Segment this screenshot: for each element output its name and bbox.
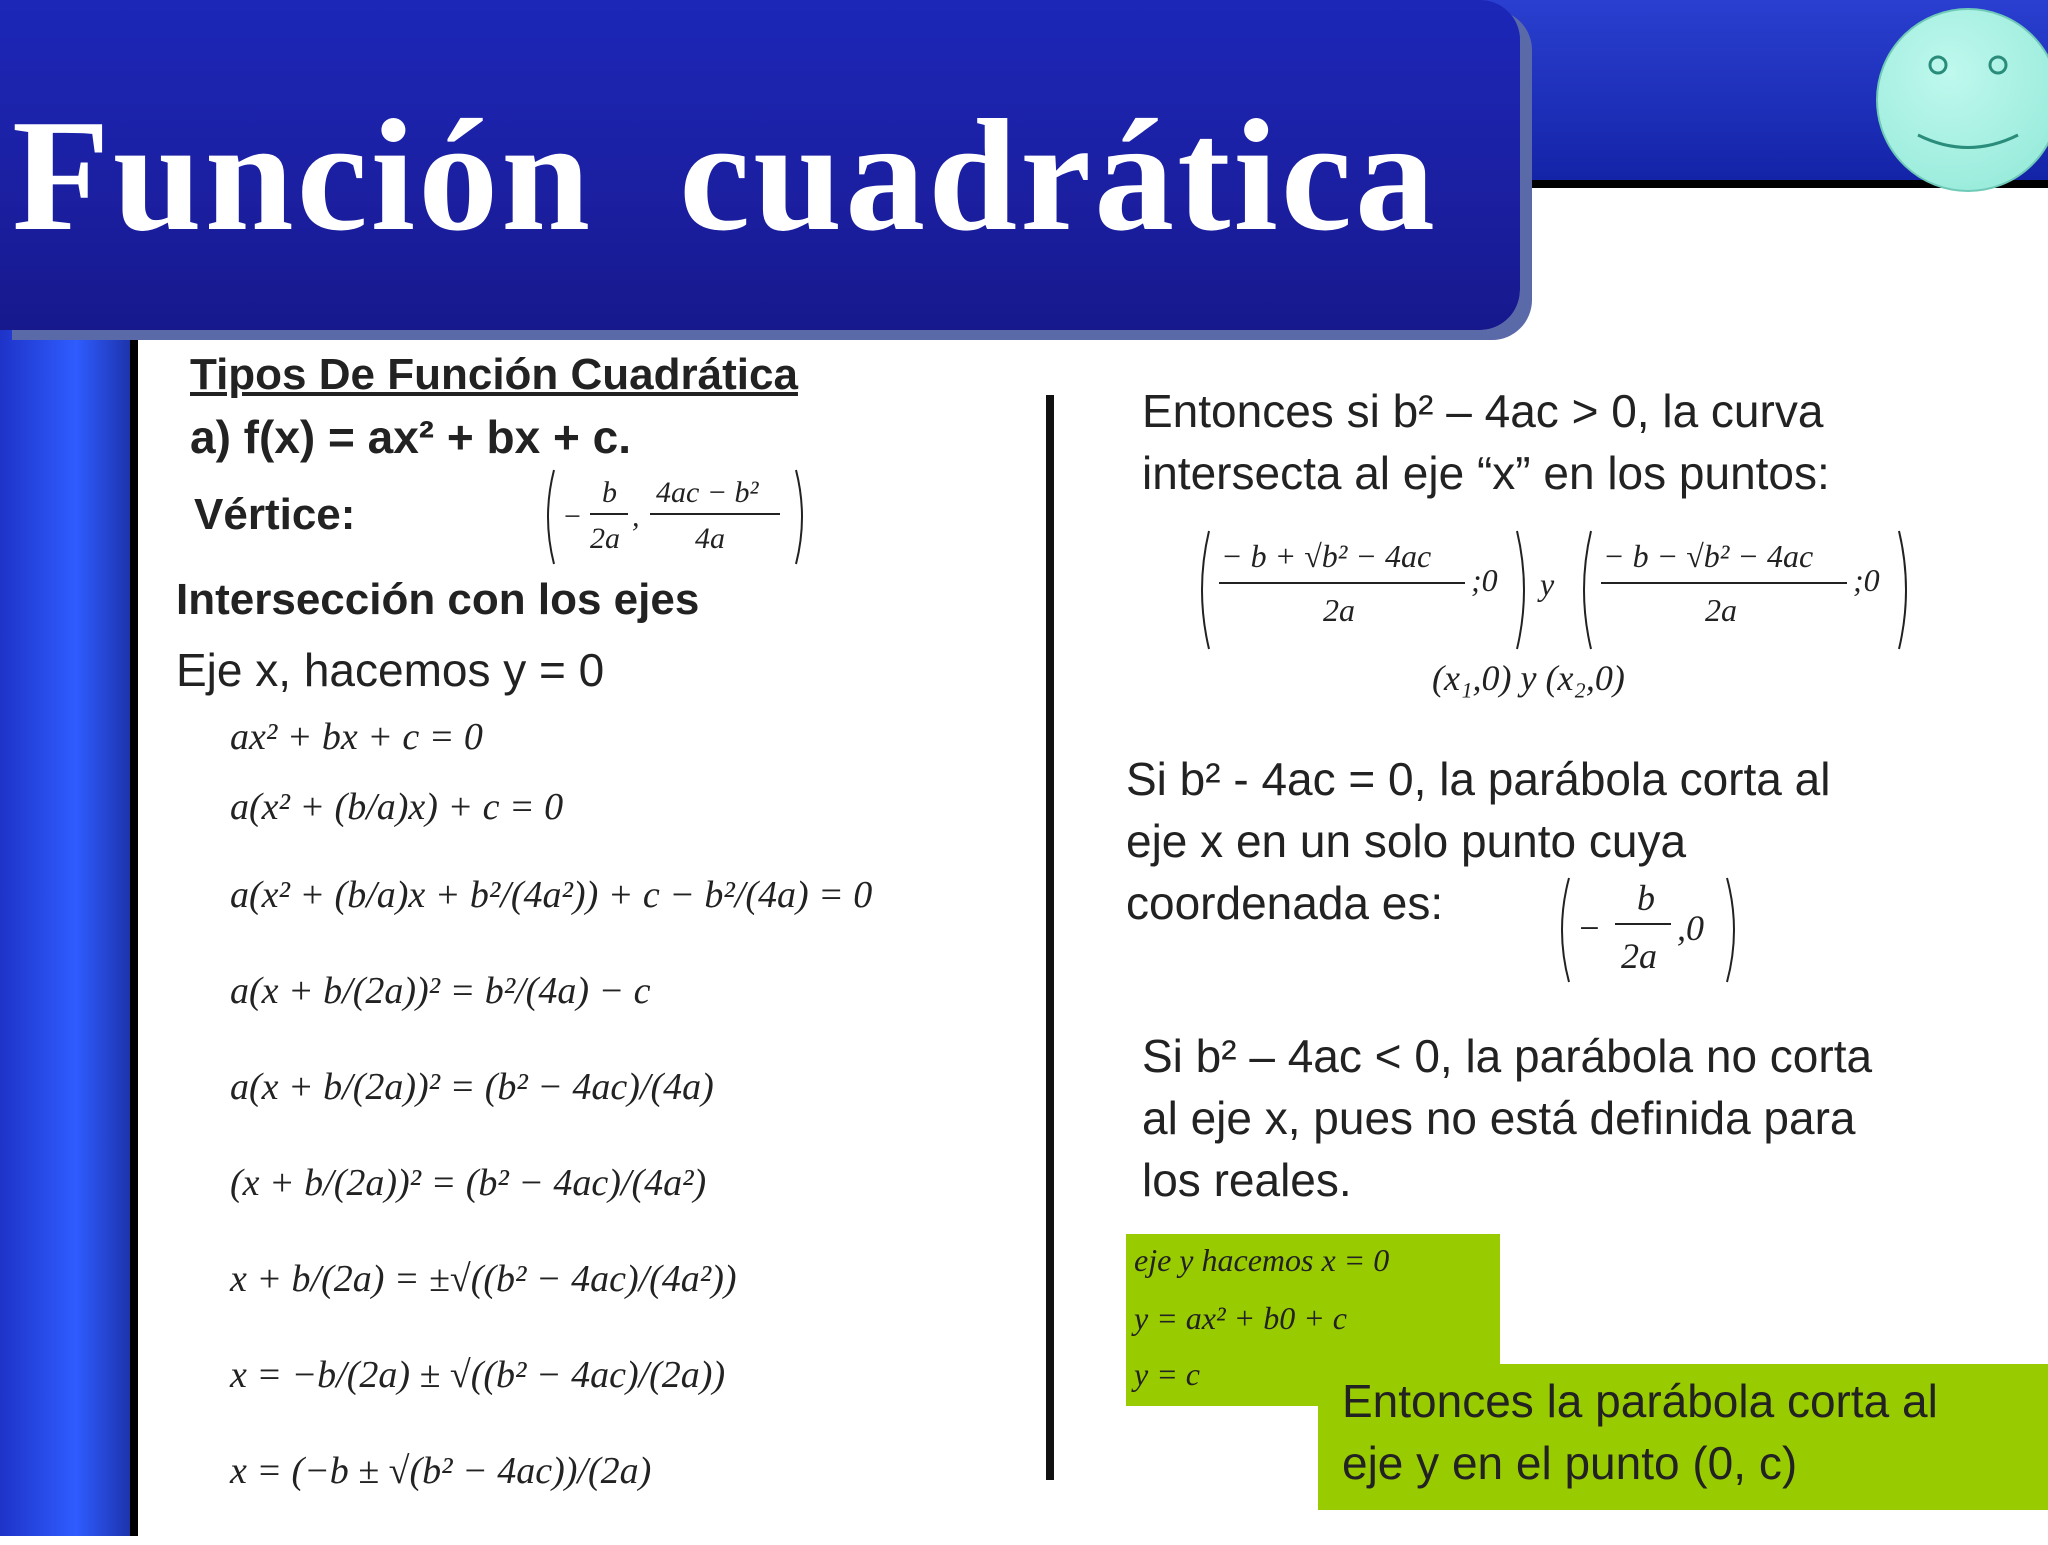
para2-line3: coordenada es: xyxy=(1126,877,1444,929)
single-root-formula xyxy=(1555,872,1745,992)
x-axis-line: Eje x, hacemos y = 0 xyxy=(176,644,605,696)
column-divider xyxy=(1046,395,1054,1480)
green-math-1: eje y hacemos x = 0 xyxy=(1134,1242,1390,1278)
svg-text:− b + √b² − 4ac: − b + √b² − 4ac xyxy=(1221,538,1432,574)
step-1: ax² + bx + c = 0 xyxy=(230,716,483,758)
svg-text:;0: ;0 xyxy=(1471,562,1498,598)
page-title: Función cuadrática xyxy=(12,86,1438,264)
para1-line1: Entonces si b² – 4ac > 0, la curva xyxy=(1142,385,1824,437)
green-math-3: y = c xyxy=(1134,1356,1200,1392)
roots-formula xyxy=(1195,525,1915,660)
svg-text:b: b xyxy=(1637,878,1655,918)
y-axis-conclusion-box xyxy=(1318,1364,2048,1510)
step-6: (x + b/(2a))² = (b² − 4ac)/(4a²) xyxy=(230,1162,707,1204)
case-a-formula: a) f(x) = ax² + bx + c. xyxy=(190,411,632,463)
step-3: a(x² + (b/a)x + b²/(4a²)) + c − b²/(4a) = 0 xyxy=(230,874,873,916)
para3-line2: al eje x, pues no está definida para xyxy=(1142,1092,1856,1144)
step-7: x + b/(2a) = ±√((b² − 4ac)/(4a²)) xyxy=(230,1258,737,1300)
section-heading: Tipos De Función Cuadrática xyxy=(190,350,798,399)
left-decor-edge xyxy=(130,330,138,1536)
vertex-formula xyxy=(540,462,810,577)
svg-text:;0: ;0 xyxy=(1853,562,1880,598)
svg-text:b: b xyxy=(602,476,617,509)
step-8: x = −b/(2a) ± √((b² − 4ac)/(2a)) xyxy=(230,1354,726,1396)
svg-text:− b − √b² − 4ac: − b − √b² − 4ac xyxy=(1603,538,1814,574)
svg-text:,0: ,0 xyxy=(1677,908,1704,948)
intersections-heading: Intersección con los ejes xyxy=(176,575,700,624)
svg-text:4a: 4a xyxy=(695,522,725,555)
para3-line3: los reales. xyxy=(1142,1154,1352,1206)
svg-text:2a: 2a xyxy=(1323,592,1355,628)
svg-text:−: − xyxy=(562,500,583,533)
green-math-2: y = ax² + b0 + c xyxy=(1134,1300,1347,1336)
green-text-2: eje y en el punto (0, c) xyxy=(1342,1437,1798,1489)
derivation-steps xyxy=(230,715,872,1545)
svg-text:y: y xyxy=(1540,566,1555,602)
green-text-1: Entonces la parábola corta al xyxy=(1342,1375,1938,1427)
paragraph-negative-discriminant xyxy=(1142,1025,1872,1211)
step-2: a(x² + (b/a)x) + c = 0 xyxy=(230,786,564,828)
svg-text:2a: 2a xyxy=(1705,592,1737,628)
svg-text:2a: 2a xyxy=(590,522,620,555)
svg-text:−: − xyxy=(1577,908,1602,948)
step-4: a(x + b/(2a))² = b²/(4a) − c xyxy=(230,970,651,1012)
para2-line1: Si b² - 4ac = 0, la parábola corta al xyxy=(1126,753,1831,805)
svg-text:4ac − b²: 4ac − b² xyxy=(656,476,759,509)
smiley-icon xyxy=(1876,8,2048,192)
paragraph-positive-discriminant xyxy=(1142,380,1830,504)
svg-text:,: , xyxy=(632,500,640,533)
left-decor-bar xyxy=(0,330,138,1536)
svg-text:2a: 2a xyxy=(1621,936,1657,976)
step-9: x = (−b ± √(b² − 4ac))/(2a) xyxy=(230,1450,652,1492)
para2-line2: eje x en un solo punto cuya xyxy=(1126,815,1687,867)
para3-line1: Si b² – 4ac < 0, la parábola no corta xyxy=(1142,1030,1873,1082)
vertex-label: Vértice: xyxy=(194,490,356,539)
roots-points: (x₁,0) y (x₂,0) xyxy=(1432,658,1625,698)
step-5: a(x + b/(2a))² = (b² − 4ac)/(4a) xyxy=(230,1066,714,1108)
para1-line2: intersecta al eje “x” en los puntos: xyxy=(1142,447,1830,499)
